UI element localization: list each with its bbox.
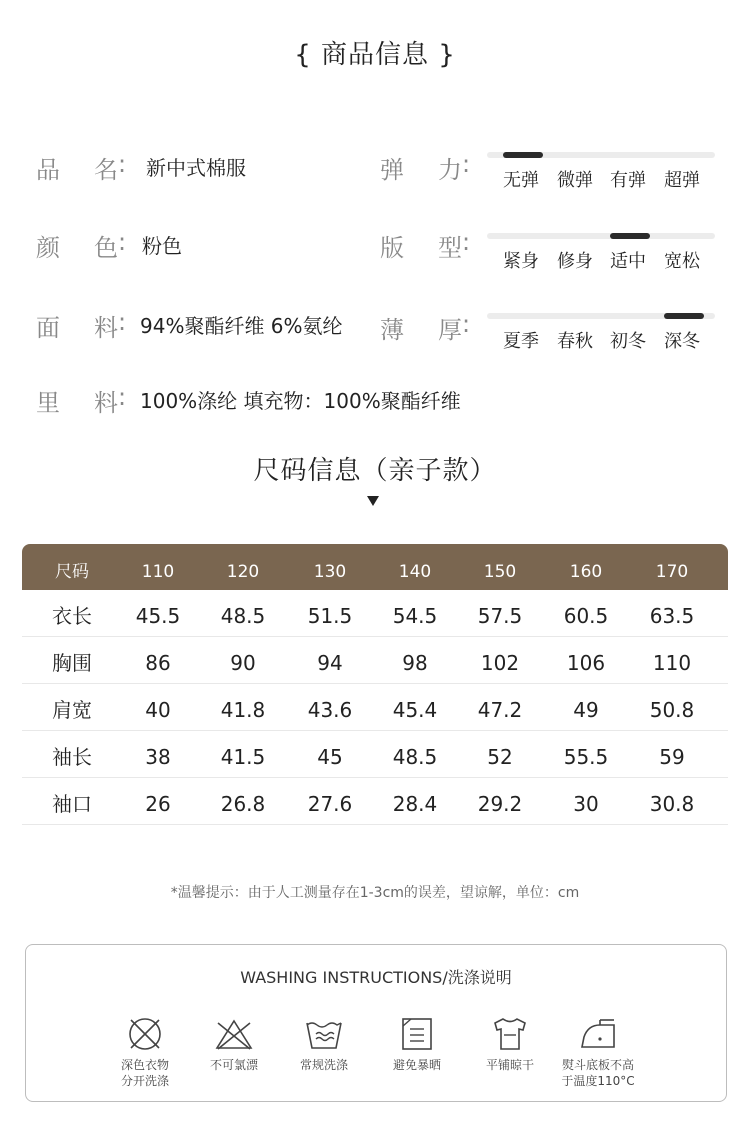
label-char: 品 xyxy=(36,156,60,184)
scale-option: 初冬 xyxy=(610,331,646,352)
info-value: 新中式棉服 xyxy=(146,156,246,180)
table-cell: 28.4 xyxy=(392,792,438,816)
scale-option: 有弹 xyxy=(610,170,646,191)
scale-option: 超弹 xyxy=(664,170,700,191)
header-cell: 160 xyxy=(569,562,603,582)
no-wash-icon xyxy=(125,1015,165,1053)
wash-text: 不可氯漂 xyxy=(209,1058,258,1072)
label-char: 厚 xyxy=(438,316,462,344)
info-value: 100%涤纶 填充物：100%聚酯纤维 xyxy=(140,389,461,413)
scale-indicator xyxy=(503,152,543,158)
table-cell: 54.5 xyxy=(392,604,438,628)
table-cell: 26.8 xyxy=(220,792,266,816)
scale-option: 春秋 xyxy=(557,331,593,352)
info-value: 94%聚酯纤维 6%氨纶 xyxy=(140,314,343,338)
label-colon: : xyxy=(118,150,127,178)
table-row xyxy=(22,684,728,731)
table-cell: 106 xyxy=(566,651,606,675)
table-cell: 48.5 xyxy=(220,604,266,628)
label-char: 弹 xyxy=(380,156,404,184)
table-cell: 50.8 xyxy=(649,698,695,722)
label-colon: : xyxy=(118,383,127,411)
wash-text: 深色衣物 xyxy=(120,1058,169,1072)
row-label: 袖长 xyxy=(52,745,92,769)
table-cell: 63.5 xyxy=(649,604,695,628)
label-char: 薄 xyxy=(380,316,404,344)
wash-item xyxy=(460,1015,560,1073)
wash-text: 常规洗涤 xyxy=(299,1058,348,1072)
header-cell: 120 xyxy=(226,562,260,582)
label-char: 力 xyxy=(438,156,462,184)
row-label: 袖口 xyxy=(52,792,92,816)
header-cell: 170 xyxy=(655,562,689,582)
washing-instructions xyxy=(25,944,727,1102)
scale-option: 微弹 xyxy=(557,170,593,191)
label-colon: : xyxy=(118,308,127,336)
scale-option: 适中 xyxy=(610,251,646,272)
label-char: 里 xyxy=(36,389,60,417)
label-char: 料 xyxy=(94,389,118,417)
table-cell: 60.5 xyxy=(563,604,609,628)
table-cell: 110 xyxy=(652,651,692,675)
table-row xyxy=(22,637,728,684)
scale-indicator xyxy=(664,313,704,319)
label-char: 颜 xyxy=(36,234,60,262)
header-cell: 130 xyxy=(313,562,347,582)
label-char: 型 xyxy=(438,234,462,262)
table-cell: 52 xyxy=(487,745,513,769)
triangle-down-icon xyxy=(367,496,379,506)
row-label: 肩宽 xyxy=(52,698,92,722)
table-cell: 26 xyxy=(145,792,171,816)
flat-dry-icon xyxy=(490,1015,530,1053)
wash-text: 平铺晾干 xyxy=(485,1058,534,1072)
info-label xyxy=(36,228,118,263)
label-colon: : xyxy=(462,310,471,338)
shade-dry-icon xyxy=(397,1015,437,1053)
scale-option: 无弹 xyxy=(503,170,539,191)
table-cell: 49 xyxy=(573,698,599,722)
product-info-title: { 商品信息 } xyxy=(294,40,456,70)
wash-text: 于温度110°C xyxy=(561,1074,635,1088)
label-char: 料 xyxy=(94,314,118,342)
table-row xyxy=(22,778,728,825)
table-cell: 47.2 xyxy=(477,698,523,722)
scale-option: 深冬 xyxy=(664,331,700,352)
table-cell: 38 xyxy=(145,745,171,769)
no-bleach-icon xyxy=(214,1015,254,1053)
label-colon: : xyxy=(462,150,471,178)
header-cell: 140 xyxy=(398,562,432,582)
table-cell: 45.5 xyxy=(135,604,181,628)
table-cell: 30 xyxy=(573,792,599,816)
table-cell: 86 xyxy=(145,651,171,675)
wash-item xyxy=(367,1015,467,1073)
table-cell: 48.5 xyxy=(392,745,438,769)
wash-item xyxy=(548,1015,648,1089)
label-colon: : xyxy=(462,228,471,256)
wash-item xyxy=(184,1015,284,1073)
table-cell: 90 xyxy=(230,651,256,675)
table-cell: 41.8 xyxy=(220,698,266,722)
row-label: 衣长 xyxy=(52,604,92,628)
info-label xyxy=(36,150,118,185)
washing-title: WASHING INSTRUCTIONS/洗涤说明 xyxy=(240,968,512,987)
table-cell: 45 xyxy=(317,745,343,769)
wash-text: 分开洗涤 xyxy=(120,1074,169,1088)
measurement-note: *温馨提示：由于人工测量存在1-3cm的误差，望谅解，单位：cm xyxy=(170,885,580,901)
wash-text: 避免暴晒 xyxy=(392,1058,441,1072)
info-value: 粉色 xyxy=(142,234,182,258)
label-colon: : xyxy=(118,228,127,256)
table-cell: 57.5 xyxy=(477,604,523,628)
size-info-title: 尺码信息（亲子款） xyxy=(253,456,497,486)
wash-text: 熨斗底板不高 xyxy=(561,1058,634,1072)
label-char: 名 xyxy=(94,156,118,184)
header-cell: 尺码 xyxy=(55,562,89,582)
scale-option: 宽松 xyxy=(664,251,700,272)
table-cell: 43.6 xyxy=(307,698,353,722)
label-char: 色 xyxy=(94,234,118,262)
table-row xyxy=(22,731,728,778)
scale-indicator xyxy=(610,233,650,239)
table-row xyxy=(22,590,728,637)
header-cell: 110 xyxy=(141,562,175,582)
info-label xyxy=(380,150,462,185)
size-table-header xyxy=(22,544,728,590)
wash-item xyxy=(274,1015,374,1073)
table-cell: 27.6 xyxy=(307,792,353,816)
table-cell: 51.5 xyxy=(307,604,353,628)
header-cell: 150 xyxy=(483,562,517,582)
table-cell: 41.5 xyxy=(220,745,266,769)
row-label: 胸围 xyxy=(52,651,92,675)
label-char: 面 xyxy=(36,314,60,342)
table-cell: 40 xyxy=(145,698,171,722)
info-label xyxy=(36,308,118,343)
label-char: 版 xyxy=(380,234,404,262)
scale-option: 夏季 xyxy=(503,331,539,352)
wash-item xyxy=(95,1015,195,1089)
iron-icon xyxy=(578,1015,618,1053)
table-cell: 59 xyxy=(659,745,685,769)
table-cell: 55.5 xyxy=(563,745,609,769)
table-cell: 45.4 xyxy=(392,698,438,722)
info-label xyxy=(36,383,118,418)
scale-track xyxy=(487,233,715,239)
table-cell: 29.2 xyxy=(477,792,523,816)
size-table xyxy=(22,544,728,825)
scale-option: 修身 xyxy=(557,251,593,272)
table-cell: 98 xyxy=(402,651,428,675)
table-cell: 30.8 xyxy=(649,792,695,816)
info-label xyxy=(380,310,462,345)
table-cell: 102 xyxy=(480,651,520,675)
table-cell: 94 xyxy=(317,651,343,675)
info-label xyxy=(380,228,462,263)
wash-tub-icon xyxy=(304,1015,344,1053)
scale-option: 紧身 xyxy=(503,251,539,272)
